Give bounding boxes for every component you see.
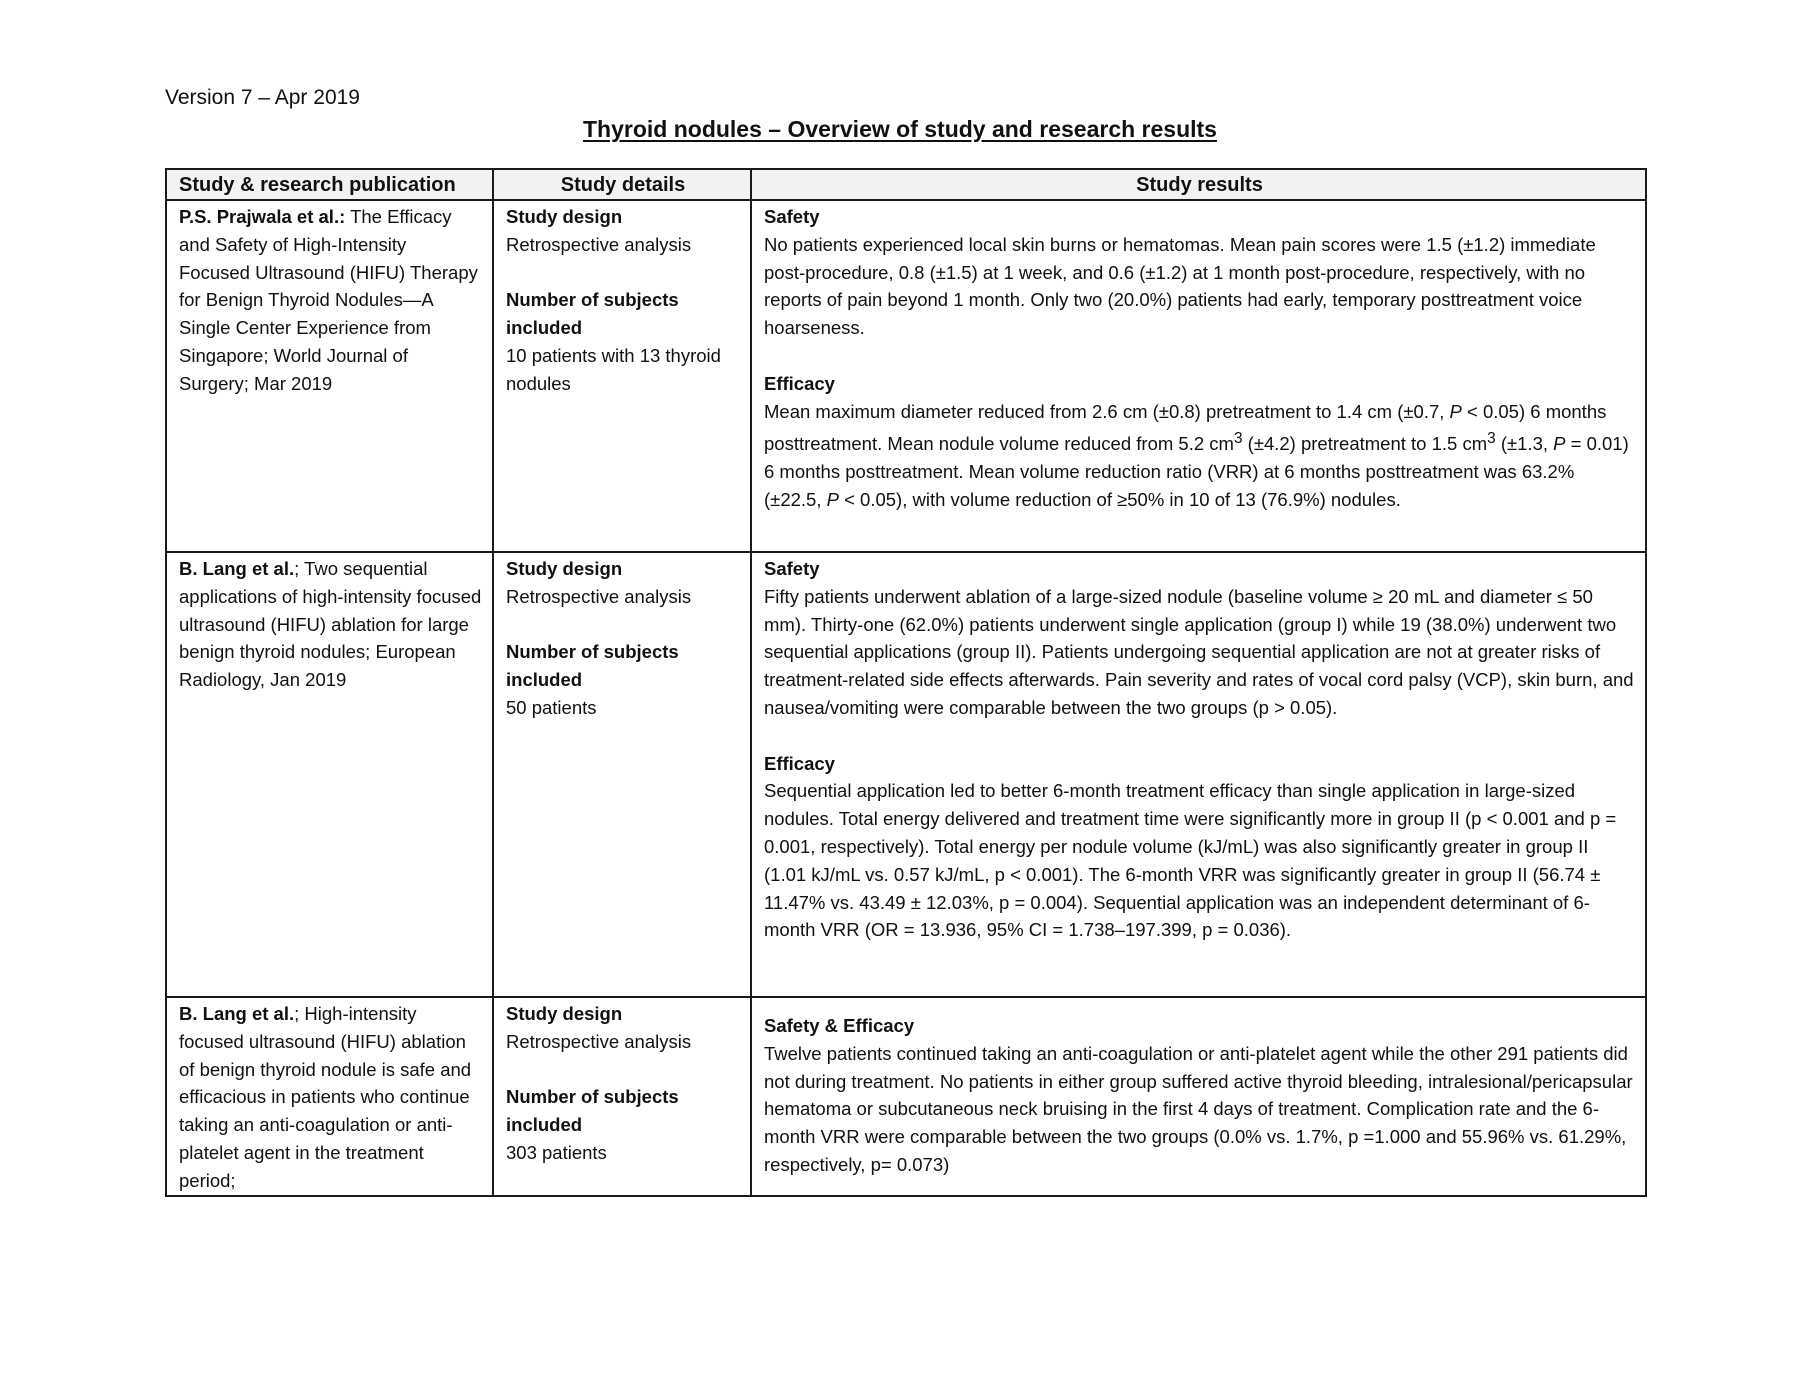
details-cell: [493, 552, 751, 997]
spacer: [764, 342, 1635, 370]
table-header-row: [166, 169, 1646, 200]
study-design-value: Retrospective analysis: [506, 1030, 692, 1052]
results-cell: [751, 200, 1646, 552]
efficacy-text: Sequential application led to better 6-month treatment efficacy than single application in large-sized nodules. Total energy delivered and treatment time were significantly more in group II (p < 0.001 and p = 0.001, respectively). Total energy per nodule volume (kJ/mL) was also significantly greater in group II (1.01 kJ/mL vs. 0.57 kJ/mL, p < 0.001). The 6-month VRR was significantly greater in group II (56.74 ± 11.47% vs. 43.49 ± 12.03%, p = 0.004). Sequential application was an independent determinant of 6-month VRR (OR = 13.936, 95% CI = 1.738–197.399, p = 0.036).: [764, 780, 1617, 941]
column-header-results: Study results: [751, 169, 1646, 200]
safety-heading: Safety: [764, 558, 820, 579]
subjects-label: Number of subjects included: [506, 641, 679, 691]
efficacy-text-part: = 0.01) 6 months posttreatment. Mean volume reduction ratio (VRR) at 6 months posttreatment was 63.2% (±22.5,: [764, 433, 1629, 511]
superscript: 3: [1233, 430, 1243, 448]
subjects-value: 50 patients: [506, 696, 597, 718]
version-label: Version 7 – Apr 2019: [165, 86, 360, 109]
efficacy-text-part: < 0.05) 6 months posttreatment. Mean nodule volume reduced from 5.2 cm: [764, 400, 1607, 455]
publication-authors: B. Lang et al.: [179, 558, 295, 579]
publication-title: Two sequential applications of high-intensity focused ultrasound (HIFU) ablation for large benign thyroid nodules; European Radiology, Jan 2019: [179, 558, 482, 691]
spacer: [506, 259, 740, 287]
publication-cell: [166, 552, 493, 997]
efficacy-text-part: Mean maximum diameter reduced from 2.6 cm (±0.8) pretreatment to 1.4 cm (±0.7,: [764, 400, 1450, 422]
details-cell: [493, 200, 751, 552]
publication-separator: :: [339, 206, 346, 227]
results-cell: [751, 997, 1646, 1196]
efficacy-heading: Efficacy: [764, 752, 835, 774]
publication-cell: [166, 997, 493, 1196]
publication-title: The Efficacy and Safety of High-Intensity Focused Ultrasound (HIFU) Therapy for Benign Thyroid Nodules—A Single Center Experience from Singapore; World Journal of Surgery; Mar 2019: [179, 206, 478, 394]
column-header-publication: Study & research publication: [166, 169, 493, 200]
safety-text: Fifty patients underwent ablation of a large-sized nodule (baseline volume ≥ 20 mL and diameter ≤ 50 mm). Thirty-one (62.0%) patients underwent single application (group I) while 19 (38.0%) underwent two sequential applications (group II). Patients undergoing sequential application are not at greater risks of treatment-related side effects afterwards. Pain severity and rates of vocal cord palsy (VCP), skin burn, and nausea/vomiting were comparable between the two groups (p > 0.05).: [764, 585, 1634, 718]
study-design-label: Study design: [506, 206, 623, 227]
safety-text: No patients experienced local skin burns or hematomas. Mean pain scores were 1.5 (±1.2) immediate post-procedure, 0.8 (±1.5) at 1 week, and 0.6 (±1.2) at 1 month post-procedure, respectively, with no reports of pain beyond 1 month. Only two (20.0%) patients had early, temporary posttreatment voice hoarseness.: [764, 233, 1596, 339]
spacer: [764, 722, 1635, 750]
study-design-label: Study design: [506, 558, 623, 579]
study-design-value: Retrospective analysis: [506, 233, 692, 255]
subjects-label: Number of subjects included: [506, 289, 679, 339]
publication-authors: P.S. Prajwala et al.: [179, 206, 340, 227]
efficacy-text-part: (±4.2) pretreatment to 1.5 cm: [1242, 433, 1488, 455]
publication-cell: [166, 200, 493, 552]
efficacy-text-part: < 0.05), with volume reduction of ≥50% in 10 of 13 (76.9%) nodules.: [838, 489, 1401, 511]
efficacy-text-part: (±1.3,: [1495, 433, 1554, 455]
table-row: [166, 200, 1646, 552]
p-value-symbol: P: [1449, 400, 1462, 422]
results-cell: [751, 552, 1646, 997]
page-title-text: Thyroid nodules – Overview of study and research results: [583, 116, 1217, 142]
superscript: 3: [1487, 430, 1496, 448]
publication-separator: ;: [294, 558, 300, 579]
results-table: [165, 168, 1647, 1197]
efficacy-heading: Efficacy: [764, 372, 835, 394]
safety-heading: Safety: [764, 206, 820, 227]
safety-efficacy-text: Twelve patients continued taking an anti-coagulation or anti-platelet agent while the other 291 patients did not during treatment. No patients in either group suffered active thyroid bleeding, intralesional/pericapsular hematoma or subcutaneous neck bruising in the first 4 days of treatment. Complication rate and the 6-month VRR were comparable between the two groups (0.0% vs. 1.7%, p =1.000 and 55.96% vs. 61.29%, respectively, p= 0.073): [764, 1042, 1633, 1175]
safety-efficacy-heading: Safety & Efficacy: [764, 1015, 915, 1036]
study-design-label: Study design: [506, 1003, 623, 1024]
subjects-value: 303 patients: [506, 1141, 607, 1163]
details-cell: [493, 997, 751, 1196]
page-title: [0, 114, 1800, 144]
publication-title: High-intensity focused ultrasound (HIFU) ablation of benign thyroid nodule is safe and efficacious in patients who continue taking an anti-coagulation or anti-platelet agent in the treatment period;: [179, 1003, 472, 1191]
efficacy-text: [764, 398, 1635, 514]
p-value-symbol: P: [826, 489, 839, 511]
p-value-symbol: P: [1553, 433, 1566, 455]
column-header-details: Study details: [493, 169, 751, 200]
spacer: [506, 1056, 740, 1084]
study-design-value: Retrospective analysis: [506, 585, 692, 607]
table-row: [166, 552, 1646, 997]
publication-separator: ;: [294, 1003, 300, 1024]
publication-authors: B. Lang et al.: [179, 1003, 295, 1024]
spacer: [506, 611, 740, 639]
table-row: [166, 997, 1646, 1196]
subjects-label: Number of subjects included: [506, 1086, 679, 1136]
subjects-value: 10 patients with 13 thyroid nodules: [506, 344, 721, 394]
